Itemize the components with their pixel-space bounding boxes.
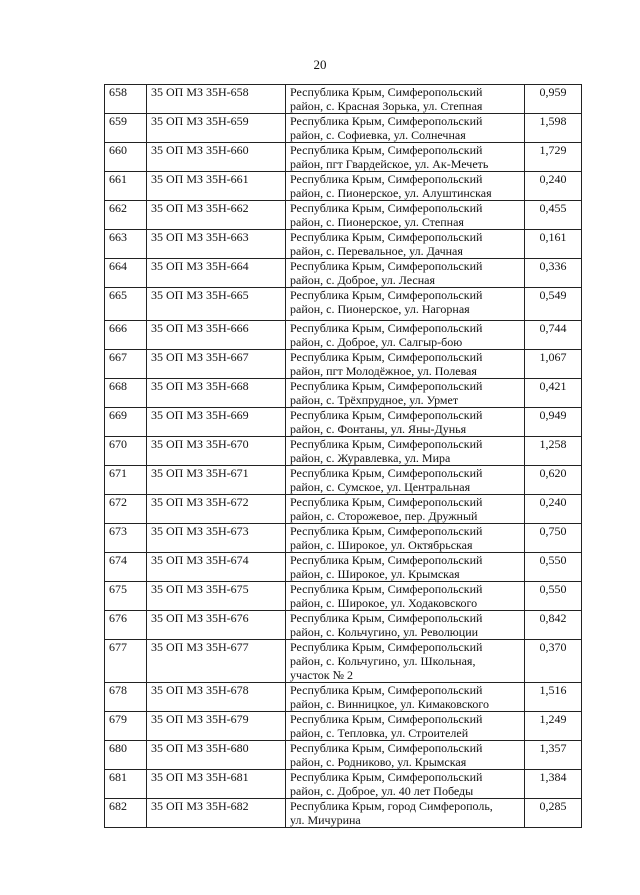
address-line: ул. Мичурина: [290, 813, 361, 827]
address-line: район, пгт Молодёжное, ул. Полевая: [290, 364, 477, 378]
road-code-cell: 35 ОП МЗ 35Н-677: [147, 640, 286, 683]
row-number-cell: 673: [105, 524, 147, 553]
row-number-cell: 672: [105, 495, 147, 524]
address-cell: [286, 524, 525, 553]
road-code-cell: 35 ОП МЗ 35Н-672: [147, 495, 286, 524]
road-code-cell: 35 ОП МЗ 35Н-663: [147, 230, 286, 259]
road-code-cell: 35 ОП МЗ 35Н-671: [147, 466, 286, 495]
length-cell: 1,357: [525, 741, 582, 770]
address-line: район, с. Широкое, ул. Крымская: [290, 567, 460, 581]
address-line: Республика Крым, Симферопольский: [290, 201, 483, 215]
length-cell: 0,161: [525, 230, 582, 259]
address-line: район, с. Винницкое, ул. Кимаковского: [290, 697, 490, 711]
address-line: Республика Крым, город Симферополь,: [290, 799, 493, 813]
address-line: Республика Крым, Симферопольский: [290, 114, 483, 128]
table-row: [105, 683, 582, 712]
road-code-cell: 35 ОП МЗ 35Н-681: [147, 770, 286, 799]
address-cell: [286, 230, 525, 259]
road-code-cell: 35 ОП МЗ 35Н-660: [147, 143, 286, 172]
row-number-cell: 674: [105, 553, 147, 582]
address-line: район, с. Сумское, ул. Центральная: [290, 480, 471, 494]
address-cell: [286, 770, 525, 799]
row-number-cell: 678: [105, 683, 147, 712]
road-code-cell: 35 ОП МЗ 35Н-682: [147, 799, 286, 828]
roads-table-body: [105, 85, 582, 828]
address-line: Республика Крым, Симферопольский: [290, 741, 483, 755]
address-line: Республика Крым, Симферопольский: [290, 259, 483, 273]
address-cell: [286, 172, 525, 201]
length-cell: 1,384: [525, 770, 582, 799]
road-code-cell: 35 ОП МЗ 35Н-674: [147, 553, 286, 582]
page-number: 20: [313, 57, 327, 72]
row-number-cell: 659: [105, 114, 147, 143]
row-number-cell: 671: [105, 466, 147, 495]
address-cell: [286, 143, 525, 172]
address-cell: [286, 799, 525, 828]
address-line: Республика Крым, Симферопольский: [290, 143, 483, 157]
address-line: район, с. Софиевка, ул. Солнечная: [290, 128, 466, 142]
length-cell: 0,240: [525, 172, 582, 201]
row-number-cell: 663: [105, 230, 147, 259]
address-line: район, с. Пионерское, ул. Нагорная: [290, 302, 470, 316]
length-cell: 1,729: [525, 143, 582, 172]
table-row: [105, 321, 582, 350]
row-number-cell: 679: [105, 712, 147, 741]
address-line: Республика Крым, Симферопольский: [290, 466, 483, 480]
road-code-cell: 35 ОП МЗ 35Н-676: [147, 611, 286, 640]
table-row: [105, 288, 582, 321]
address-cell: [286, 640, 525, 683]
length-cell: 0,549: [525, 288, 582, 321]
address-line: район, с. Журавлевка, ул. Мира: [290, 451, 451, 465]
address-line: район, с. Широкое, ул. Октябрьская: [290, 538, 473, 552]
address-cell: [286, 712, 525, 741]
address-cell: [286, 437, 525, 466]
road-code-cell: 35 ОП МЗ 35Н-670: [147, 437, 286, 466]
road-code-cell: 35 ОП МЗ 35Н-669: [147, 408, 286, 437]
address-line: Республика Крым, Симферопольский: [290, 321, 483, 335]
address-cell: [286, 288, 525, 321]
row-number-cell: 664: [105, 259, 147, 288]
row-number-cell: 670: [105, 437, 147, 466]
address-line: Республика Крым, Симферопольский: [290, 611, 483, 625]
row-number-cell: 658: [105, 85, 147, 114]
roads-table: [104, 84, 582, 828]
table-row: [105, 741, 582, 770]
road-code-cell: 35 ОП МЗ 35Н-665: [147, 288, 286, 321]
table-row: [105, 259, 582, 288]
length-cell: 1,067: [525, 350, 582, 379]
address-line: район, с. Пионерское, ул. Степная: [290, 215, 464, 229]
address-line: Республика Крым, Симферопольский: [290, 553, 483, 567]
length-cell: 0,842: [525, 611, 582, 640]
table-row: [105, 466, 582, 495]
address-line: район, с. Широкое, ул. Ходаковского: [290, 596, 478, 610]
road-code-cell: 35 ОП МЗ 35Н-679: [147, 712, 286, 741]
address-line: район, с. Пионерское, ул. Алуштинская: [290, 186, 492, 200]
address-line: Республика Крым, Симферопольский: [290, 288, 483, 302]
length-cell: 0,959: [525, 85, 582, 114]
row-number-cell: 680: [105, 741, 147, 770]
length-cell: 0,370: [525, 640, 582, 683]
address-line: Республика Крым, Симферопольский: [290, 85, 483, 99]
address-line: Республика Крым, Симферопольский: [290, 379, 483, 393]
row-number-cell: 666: [105, 321, 147, 350]
address-cell: [286, 741, 525, 770]
length-cell: 1,516: [525, 683, 582, 712]
table-row: [105, 799, 582, 828]
address-cell: [286, 379, 525, 408]
address-cell: [286, 85, 525, 114]
address-line: Республика Крым, Симферопольский: [290, 582, 483, 596]
row-number-cell: 677: [105, 640, 147, 683]
address-line: район, с. Кольчугино, ул. Революции: [290, 625, 479, 639]
length-cell: 0,240: [525, 495, 582, 524]
row-number-cell: 660: [105, 143, 147, 172]
road-code-cell: 35 ОП МЗ 35Н-673: [147, 524, 286, 553]
table-row: [105, 495, 582, 524]
length-cell: 1,258: [525, 437, 582, 466]
address-cell: [286, 611, 525, 640]
length-cell: 0,949: [525, 408, 582, 437]
length-cell: 0,750: [525, 524, 582, 553]
length-cell: 0,421: [525, 379, 582, 408]
road-code-cell: 35 ОП МЗ 35Н-675: [147, 582, 286, 611]
row-number-cell: 682: [105, 799, 147, 828]
table-row: [105, 611, 582, 640]
address-line: Республика Крым, Симферопольский: [290, 230, 483, 244]
length-cell: 0,620: [525, 466, 582, 495]
road-code-cell: 35 ОП МЗ 35Н-678: [147, 683, 286, 712]
length-cell: 0,285: [525, 799, 582, 828]
row-number-cell: 665: [105, 288, 147, 321]
row-number-cell: 667: [105, 350, 147, 379]
road-code-cell: 35 ОП МЗ 35Н-667: [147, 350, 286, 379]
length-cell: 1,249: [525, 712, 582, 741]
table-row: [105, 712, 582, 741]
row-number-cell: 681: [105, 770, 147, 799]
length-cell: 0,550: [525, 582, 582, 611]
address-cell: [286, 114, 525, 143]
table-row: [105, 350, 582, 379]
address-line: район, с. Доброе, ул. Салгыр-бою: [290, 335, 463, 349]
address-line: участок № 2: [290, 668, 354, 682]
road-code-cell: 35 ОП МЗ 35Н-659: [147, 114, 286, 143]
length-cell: 1,598: [525, 114, 582, 143]
table-row: [105, 172, 582, 201]
road-code-cell: 35 ОП МЗ 35Н-680: [147, 741, 286, 770]
address-line: Республика Крым, Симферопольский: [290, 712, 483, 726]
table-row: [105, 553, 582, 582]
table-row: [105, 524, 582, 553]
address-line: Республика Крым, Симферопольский: [290, 172, 483, 186]
address-line: Республика Крым, Симферопольский: [290, 408, 483, 422]
address-line: Республика Крым, Симферопольский: [290, 495, 483, 509]
address-line: район, с. Красная Зорька, ул. Степная: [290, 99, 483, 113]
address-line: район, с. Кольчугино, ул. Школьная,: [290, 654, 476, 668]
address-line: район, с. Сторожевое, пер. Дружный: [290, 509, 478, 523]
address-cell: [286, 350, 525, 379]
address-line: район, с. Трёхпрудное, ул. Урмет: [290, 393, 459, 407]
table-row: [105, 379, 582, 408]
row-number-cell: 676: [105, 611, 147, 640]
length-cell: 0,550: [525, 553, 582, 582]
address-line: Республика Крым, Симферопольский: [290, 770, 483, 784]
road-code-cell: 35 ОП МЗ 35Н-666: [147, 321, 286, 350]
table-row: [105, 770, 582, 799]
table-row: [105, 640, 582, 683]
row-number-cell: 669: [105, 408, 147, 437]
road-code-cell: 35 ОП МЗ 35Н-661: [147, 172, 286, 201]
address-line: Республика Крым, Симферопольский: [290, 437, 483, 451]
address-cell: [286, 408, 525, 437]
row-number-cell: 668: [105, 379, 147, 408]
length-cell: 0,336: [525, 259, 582, 288]
address-line: район, с. Доброе, ул. Лесная: [290, 273, 435, 287]
road-code-cell: 35 ОП МЗ 35Н-664: [147, 259, 286, 288]
table-row: [105, 143, 582, 172]
road-code-cell: 35 ОП МЗ 35Н-658: [147, 85, 286, 114]
length-cell: 0,744: [525, 321, 582, 350]
table-row: [105, 85, 582, 114]
table-row: [105, 230, 582, 259]
address-line: район, с. Фонтаны, ул. Яны-Дунья: [290, 422, 467, 436]
address-cell: [286, 259, 525, 288]
table-row: [105, 582, 582, 611]
address-line: Республика Крым, Симферопольский: [290, 683, 483, 697]
row-number-cell: 662: [105, 201, 147, 230]
address-cell: [286, 495, 525, 524]
address-cell: [286, 553, 525, 582]
address-line: район, с. Тепловка, ул. Строителей: [290, 726, 469, 740]
table-row: [105, 201, 582, 230]
row-number-cell: 661: [105, 172, 147, 201]
address-cell: [286, 582, 525, 611]
address-line: Республика Крым, Симферопольский: [290, 350, 483, 364]
length-cell: 0,455: [525, 201, 582, 230]
address-cell: [286, 683, 525, 712]
address-line: Республика Крым, Симферопольский: [290, 524, 483, 538]
row-number-cell: 675: [105, 582, 147, 611]
road-code-cell: 35 ОП МЗ 35Н-668: [147, 379, 286, 408]
address-line: Республика Крым, Симферопольский: [290, 640, 483, 654]
address-line: район, с. Перевальное, ул. Дачная: [290, 244, 463, 258]
table-row: [105, 114, 582, 143]
address-line: район, с. Родниково, ул. Крымская: [290, 755, 467, 769]
address-line: район, пгт Гвардейское, ул. Ак-Мечеть: [290, 157, 489, 171]
address-cell: [286, 321, 525, 350]
table-row: [105, 408, 582, 437]
road-code-cell: 35 ОП МЗ 35Н-662: [147, 201, 286, 230]
address-cell: [286, 466, 525, 495]
address-cell: [286, 201, 525, 230]
table-row: [105, 437, 582, 466]
address-line: район, с. Доброе, ул. 40 лет Победы: [290, 784, 474, 798]
